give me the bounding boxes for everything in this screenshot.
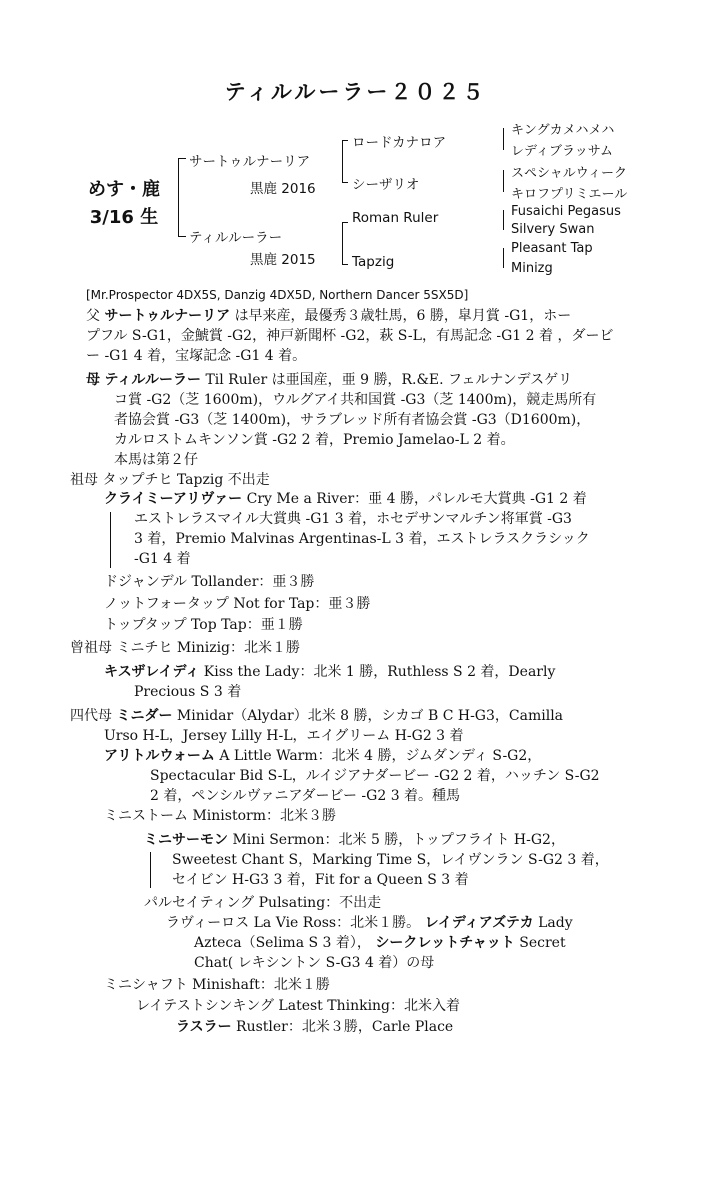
text-line: 者協会賞 -G3（芝 1400m)，サラブレッド所有者協会賞 -G3（D1600m)， [114, 412, 591, 428]
pedigree-line [503, 210, 504, 230]
pedigree-sdd: キロフプリミエール [511, 187, 628, 202]
gggdam-name: ミニダー [116, 708, 173, 724]
text-line: Mini Sermon：北米 5 勝，トップフライト H-G2， [232, 832, 565, 848]
pedigree-line [178, 158, 179, 236]
pedigree-dss: Fusaichi Pegasus [511, 204, 621, 219]
pedigree-ddd: Minizg [511, 261, 553, 276]
pedigree-ssd: レディブラッサム [511, 144, 614, 159]
pedigree-line [342, 140, 343, 182]
sire-label: 父 [86, 308, 100, 324]
text-line: 本馬は第２仔 [114, 452, 198, 468]
pulsating: パルセイティング Pulsating：不出走 [144, 895, 382, 911]
text-line: Secret [519, 935, 566, 951]
sire-name: サートゥルナーリア [189, 154, 311, 170]
pedigree-line [342, 222, 348, 223]
child-name: アリトルウォーム [104, 748, 215, 764]
descent-line [110, 512, 111, 568]
sire-section-name: サートゥルナーリア [104, 308, 231, 324]
birth-date: 3/16 生 [89, 207, 159, 228]
text-line: プフル S-G1，金鯱賞 -G2，神戸新聞杯 -G2，萩 S-L，有馬記念 -G1 2 着 ，ダービ [86, 328, 614, 344]
text-line: Cry Me a River：亜 4 勝，パレルモ大賞典 -G1 2 着 [246, 491, 587, 507]
ggdam-line: 曾祖母 ミニチヒ Minizig：北米１勝 [70, 640, 301, 656]
ggdam-child-1 [104, 662, 555, 702]
sex-color: めす・鹿 [88, 179, 160, 200]
pedigree-line [342, 182, 348, 183]
text-line: Rustler：北米３勝，Carle Place [236, 1019, 454, 1035]
child-name: レイディアズテカ [424, 915, 534, 931]
la-vie-ross [166, 913, 573, 973]
sire-info: 黒鹿 2016 [250, 181, 316, 197]
dam-dam: Tapzig [352, 254, 395, 270]
text-line: ラヴィーロス La Vie Ross：北米１勝。 [166, 915, 421, 931]
text-line: Chat( レキシントン S-G3 4 着）の母 [194, 955, 435, 971]
dam-name: ティルルーラー [189, 230, 283, 246]
pedigree-sds: スペシャルウィーク [511, 166, 627, 181]
ministorm: ミニストーム Ministorm：北米３勝 [104, 808, 336, 824]
page-title: ティルルーラー２０２５ [224, 80, 487, 104]
gggdam-label: 四代母 [70, 708, 112, 724]
text-line: コ賞 -G2（芝 1600m)，ウルグアイ共和国賞 -G3（芝 1400m)，競走馬所有 [114, 392, 597, 408]
child-name: ラスラー [176, 1019, 232, 1035]
sire-dam: シーザリオ [352, 177, 420, 193]
sire-sire: ロードカナロア [352, 135, 447, 151]
pedigree-line [342, 140, 348, 141]
granddam-line: 祖母 タップチヒ Tapzig 不出走 [70, 472, 270, 488]
gggdam-child-warm [104, 746, 600, 806]
text-line: Urso H-L，Jersey Lilly H-L，エイグリーム H-G2 3 着 [104, 728, 464, 744]
child-name: クライミーアリヴァー [104, 491, 243, 507]
pedigree-line [342, 264, 348, 265]
text-line: A Little Warm：北米 4 勝，ジムダンディ S-G2， [219, 748, 542, 764]
granddam-child-3: ノットフォータップ Not for Tap：亜３勝 [104, 596, 371, 612]
pedigree-line [503, 170, 504, 192]
granddam-child-1 [104, 489, 590, 569]
pedigree-line [503, 248, 504, 268]
text-line: カルロストムキンソン賞 -G2 2 着，Premio Jamelao-L 2 着。 [114, 432, 515, 448]
minishaft: ミニシャフト Minishaft：北米１勝 [104, 977, 330, 993]
text-line: 3 着，Premio Malvinas Argentinas-L 3 着，エストレラスクラシック [134, 531, 590, 547]
text-line: Kiss the Lady：北米 1 勝，Ruthless S 2 着，Dearly [203, 664, 556, 680]
text-line: Sweetest Chant S，Marking Time S，レイヴンラン S-G2 3 着， [172, 852, 609, 868]
pedigree-line [178, 158, 186, 159]
child-name: ミニサーモン [144, 832, 228, 848]
dam-section-name: ティルルーラー [104, 372, 201, 388]
text-line: ー -G1 4 着，宝塚記念 -G1 4 着。 [86, 348, 307, 364]
text-line: Spectacular Bid S-L，ルイジアナダービー -G2 2 着，ハッチン S-G2 [150, 768, 600, 784]
text-line: は早来産，最優秀３歳牡馬，6 勝，皐月賞 -G1，ホー [234, 308, 572, 324]
pedigree-dds: Pleasant Tap [511, 241, 593, 256]
pedigree-line [503, 128, 504, 150]
sire-section [86, 306, 613, 366]
mini-sermon [144, 830, 609, 890]
dam-sire: Roman Ruler [352, 210, 439, 226]
dam-label: 母 [86, 372, 100, 388]
child-name: キスザレイディ [104, 664, 200, 680]
text-line: Til Ruler は亜国産，亜 9 勝，R.&E. フェルナンデスゲリ [205, 372, 573, 388]
text-line: Lady [538, 915, 573, 931]
text-line: セイビン H-G3 3 着，Fit for a Queen S 3 着 [172, 872, 469, 888]
text-line: Minidar（Alydar）北米 8 勝，シカゴ B C H-G3，Camilla [176, 708, 564, 724]
rustler [176, 1017, 453, 1037]
pedigree-line [178, 236, 186, 237]
dam-info: 黒鹿 2015 [250, 252, 316, 268]
inbreeding-note: [Mr.Prospector 4DX5S, Danzig 4DX5D, Northern Dancer 5SX5D] [86, 288, 469, 302]
pedigree-dsd: Silvery Swan [511, 222, 595, 237]
text-line: エストレラスマイル大賞典 -G1 3 着，ホセデサンマルチン将軍賞 -G3 [134, 511, 572, 527]
text-line: 2 着，ペンシルヴァニアダービー -G2 3 着。種馬 [150, 788, 461, 804]
text-line: -G1 4 着 [134, 551, 191, 567]
descent-line [150, 852, 151, 888]
child-name: シークレットチャット [375, 935, 515, 951]
text-line: Azteca（Selima S 3 着）， [194, 935, 371, 951]
horse-info [80, 176, 168, 232]
latest-thinking: レイテストシンキング Latest Thinking：北米入着 [136, 998, 461, 1014]
pedigree-sss: キングカメハメハ [511, 123, 615, 138]
granddam-child-4: トップタップ Top Tap：亜１勝 [104, 617, 303, 633]
pedigree-line [342, 222, 343, 264]
granddam-child-2: ドジャンデル Tollander：亜３勝 [104, 574, 315, 590]
dam-section [86, 370, 596, 470]
text-line: Precious S 3 着 [134, 684, 242, 700]
gggdam-section [70, 706, 563, 746]
